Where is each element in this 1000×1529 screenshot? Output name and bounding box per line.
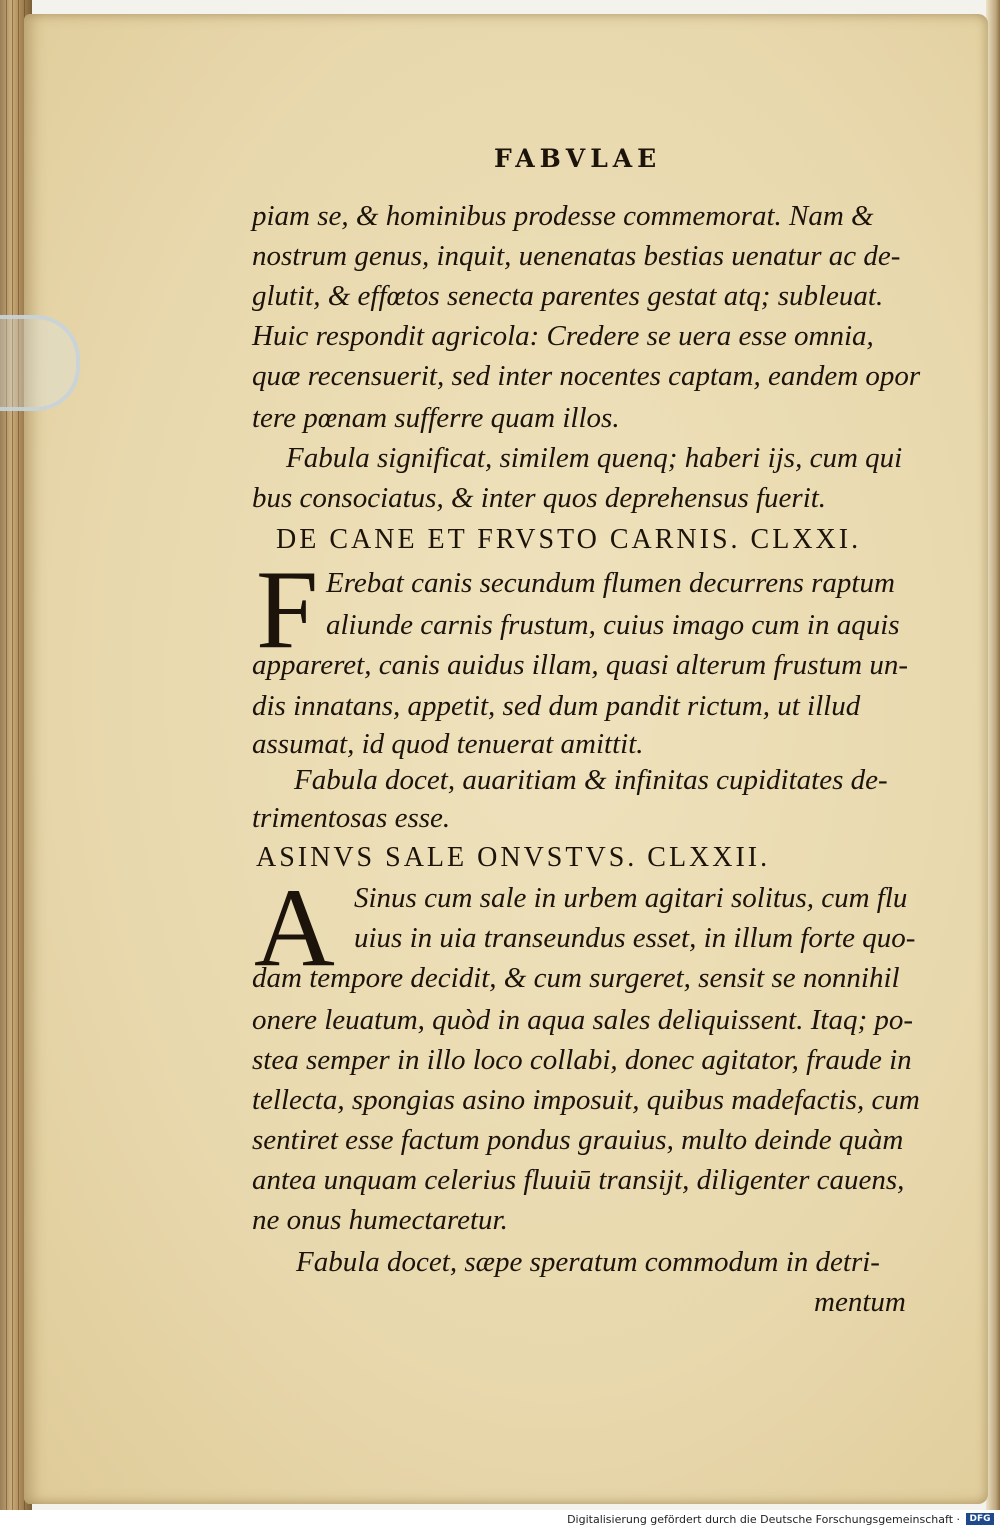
drop-capital: F <box>256 548 319 672</box>
fable-heading: ASINVS SALE ONVSTVS. CLXXII. <box>256 842 771 873</box>
text-line: Sinus cum sale in urbem agitari solitus, cum flu <box>354 882 908 914</box>
drop-capital: A <box>254 866 335 990</box>
moral-line: trimentosas esse. <box>252 802 451 834</box>
moral-line: Fabula significat, similem quenq; haberi ijs, cum qui <box>286 442 903 474</box>
moral-line: Fabula docet, auaritiam & infinitas cupiditates de- <box>294 764 888 796</box>
text-line: quæ recensuerit, sed inter nocentes captam, eandem opor <box>252 360 921 392</box>
text-line: tellecta, spongias asino imposuit, quibus madefactis, cum <box>252 1084 920 1116</box>
text-line: glutit, & effœtos senecta parentes gestat atq; subleuat. <box>252 280 884 312</box>
fable-heading: DE CANE ET FRVSTO CARNIS. CLXXI. <box>276 524 862 555</box>
funding-notice: Digitalisierung gefördert durch die Deutsche Forschungsgemeinschaft · <box>567 1513 960 1526</box>
footer-bar <box>0 1510 1000 1529</box>
text-line: piam se, & hominibus prodesse commemorat. Nam & <box>252 200 874 232</box>
text-line: dis innatans, appetit, sed dum pandit rictum, ut illud <box>252 690 861 722</box>
text-line: stea semper in illo loco collabi, donec agitator, fraude in <box>252 1044 912 1076</box>
text-line: dam tempore decidit, & cum surgeret, sensit se nonnihil <box>252 962 900 994</box>
running-head: FABVLAE <box>494 144 662 173</box>
text-line: Erebat canis secundum flumen decurrens raptum <box>326 567 895 599</box>
text-line: appareret, canis auidus illam, quasi alterum frustum un- <box>252 649 908 681</box>
text-line: tere pœnam sufferre quam illos. <box>252 402 620 434</box>
page-clip <box>0 315 80 411</box>
text-line: assumat, id quod tenuerat amittit. <box>252 728 644 760</box>
text-line: aliunde carnis frustum, cuius imago cum in aquis <box>326 609 900 641</box>
text-line: Huic respondit agricola: Credere se uera esse omnia, <box>252 320 874 352</box>
moral-line: Fabula docet, sæpe speratum commodum in detri- <box>296 1246 880 1278</box>
text-line: onere leuatum, quòd in aqua sales deliquissent. Itaq; po- <box>252 1004 914 1036</box>
text-line: nostrum genus, inquit, uenenatas bestias uenatur ac de- <box>252 240 901 272</box>
text-line: sentiret esse factum pondus grauius, multo deinde quàm <box>252 1124 904 1156</box>
catchword: mentum <box>814 1286 906 1318</box>
text-line: ne onus humectaretur. <box>252 1204 508 1236</box>
book-edge-right <box>986 0 1000 1510</box>
text-line: uius in uia transeundus esset, in illum forte quo- <box>354 922 916 954</box>
book-page <box>24 14 988 1504</box>
moral-line: bus consociatus, & inter quos deprehensus fuerit. <box>252 482 827 514</box>
dfg-logo: DFG <box>966 1513 994 1525</box>
text-line: antea unquam celerius fluuiū transijt, diligenter cauens, <box>252 1164 905 1196</box>
